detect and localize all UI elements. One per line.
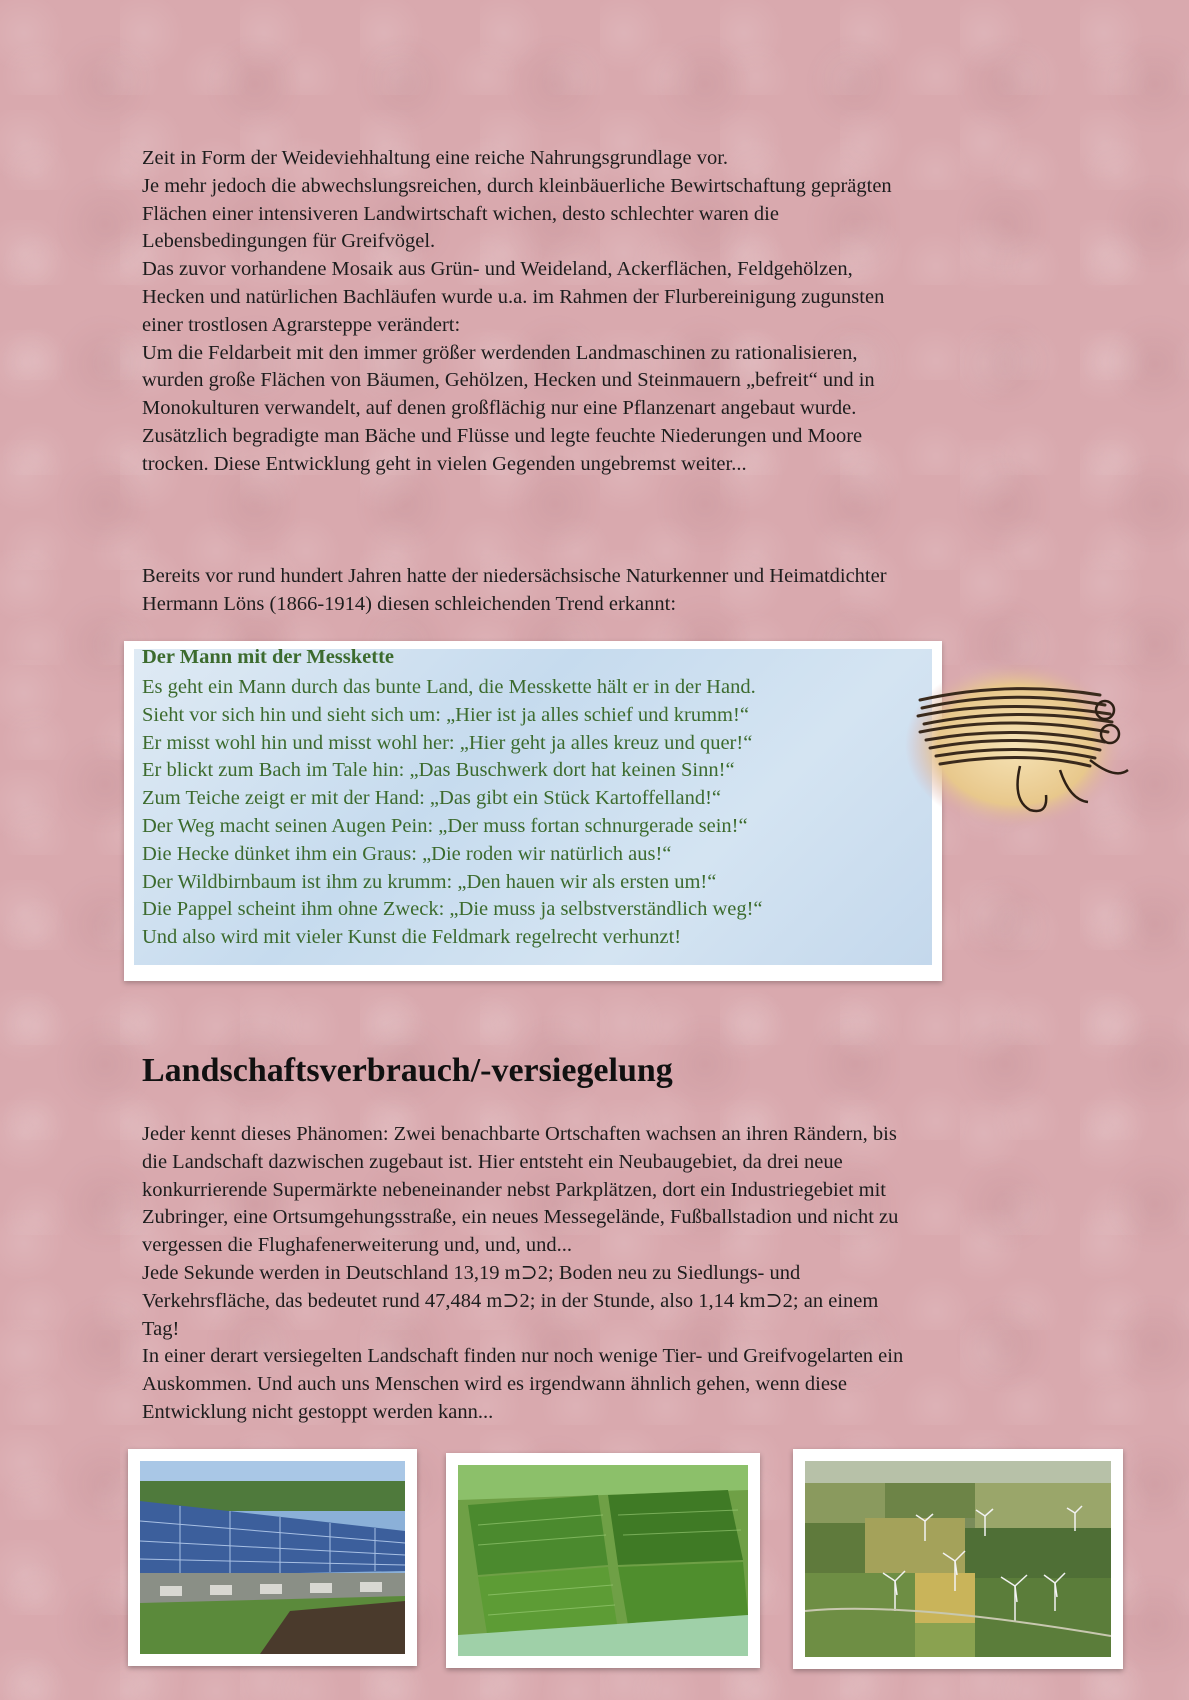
text-line: Auskommen. Und auch uns Menschen wird es irgendwann ähnlich gehen, wenn diese bbox=[142, 1373, 847, 1396]
solar-park-photo bbox=[128, 1449, 417, 1666]
poem-title: Der Mann mit der Messkette bbox=[142, 646, 395, 668]
text-line: wurden große Flächen von Bäumen, Gehölzen, Hecken und Steinmauern „befreit“ und in bbox=[142, 369, 875, 392]
text-line: einer trostlosen Agrarsteppe verändert: bbox=[142, 313, 461, 336]
text-line: Um die Feldarbeit mit den immer größer werdenden Landmaschinen zu rationalisieren, bbox=[142, 341, 858, 364]
poem-line: Sieht vor sich hin und sieht sich um: „Hier ist ja alles schief und krumm!“ bbox=[142, 703, 749, 726]
poem-line: Es geht ein Mann durch das bunte Land, die Messkette hält er in der Hand. bbox=[142, 676, 756, 698]
text-line: Jede Sekunde werden in Deutschland 13,19 m⊃2; Boden neu zu Siedlungs- und bbox=[142, 1261, 801, 1284]
measuring-chain-image bbox=[900, 650, 1140, 835]
loens-paragraph bbox=[142, 563, 1042, 619]
section-paragraph bbox=[142, 1121, 1042, 1427]
text-line: Bereits vor rund hundert Jahren hatte der niedersächsische Naturkenner und Heimatdichter bbox=[142, 565, 887, 587]
text-line: konkurrierende Supermärkte nebeneinander nebst Parkplätzen, dort ein Industriegebiet mit bbox=[142, 1178, 887, 1201]
text-line: Hecken und natürlichen Bachläufen wurde u.a. im Rahmen der Flurbereinigung zugunsten bbox=[142, 285, 885, 308]
poem-line: Er misst wohl hin und misst wohl her: „Hier geht ja alles kreuz und quer!“ bbox=[142, 731, 753, 754]
poem-line: Der Weg macht seinen Augen Pein: „Der muss fortan schnurgerade sein!“ bbox=[142, 814, 748, 837]
section-heading: Landschaftsverbrauch/-versiegelung bbox=[142, 1052, 673, 1089]
text-line: Hermann Löns (1866-1914) diesen schleichenden Trend erkannt: bbox=[142, 592, 677, 615]
text-line: Entwicklung nicht gestoppt werden kann... bbox=[142, 1400, 494, 1423]
text-line: die Landschaft dazwischen zugebaut ist. Hier entsteht ein Neubaugebiet, da drei neue bbox=[142, 1150, 843, 1173]
poem-line: Der Wildbirnbaum ist ihm zu krumm: „Den hauen wir als ersten um!“ bbox=[142, 870, 717, 893]
text-line: Monokulturen verwandelt, auf denen großflächig nur eine Pflanzenart angebaut wurde. bbox=[142, 397, 857, 420]
text-line: Flächen einer intensiveren Landwirtschaft wichen, desto schlechter waren die bbox=[142, 202, 779, 225]
text-line: In einer derart versiegelten Landschaft finden nur noch wenige Tier- und Greifvogelarten ein bbox=[142, 1345, 904, 1368]
text-line: Verkehrsfläche, das bedeutet rund 47,484 m⊃2; in der Stunde, also 1,14 km⊃2; an einem bbox=[142, 1289, 879, 1312]
text-line: Tag! bbox=[142, 1317, 180, 1340]
text-line: Zubringer, eine Ortsumgehungsstraße, ein neues Messegelände, Fußballstadion und nicht zu bbox=[142, 1206, 899, 1229]
text-line: Lebensbedingungen für Greifvögel. bbox=[142, 230, 436, 253]
poem-line: Und also wird mit vieler Kunst die Feldmark regelrecht verhunzt! bbox=[142, 926, 682, 949]
intro-paragraph bbox=[142, 145, 1042, 479]
text-line: Je mehr jedoch die abwechslungsreichen, durch kleinbäuerliche Bewirtschaftung geprägten bbox=[142, 174, 892, 197]
poem-lines bbox=[142, 674, 942, 952]
text-line: trocken. Diese Entwicklung geht in vielen Gegenden ungebremst weiter... bbox=[142, 452, 747, 475]
text-line: vergessen die Flughafenerweiterung und, und, und... bbox=[142, 1234, 573, 1257]
text-line: Das zuvor vorhandene Mosaik aus Grün- und Weideland, Ackerflächen, Feldgehölzen, bbox=[142, 258, 853, 281]
poem-line: Die Pappel scheint ihm ohne Zweck: „Die muss ja selbstverständlich weg!“ bbox=[142, 898, 763, 921]
text-line: Zusätzlich begradigte man Bäche und Flüsse und legte feuchte Niederungen und Moore bbox=[142, 424, 863, 447]
poem-line: Die Hecke dünket ihm ein Graus: „Die roden wir natürlich aus!“ bbox=[142, 842, 672, 865]
farm-fields-photo bbox=[446, 1453, 760, 1668]
poem-line: Er blickt zum Bach im Tale hin: „Das Buschwerk dort hat keinen Sinn!“ bbox=[142, 759, 735, 782]
poem-line: Zum Teiche zeigt er mit der Hand: „Das gibt ein Stück Kartoffelland!“ bbox=[142, 787, 722, 810]
wind-farm-photo bbox=[793, 1449, 1123, 1669]
text-line: Jeder kennt dieses Phänomen: Zwei benachbarte Ortschaften wachsen an ihren Rändern, bis bbox=[142, 1123, 897, 1145]
text-line: Zeit in Form der Weideviehhaltung eine reiche Nahrungsgrundlage vor. bbox=[142, 147, 729, 169]
